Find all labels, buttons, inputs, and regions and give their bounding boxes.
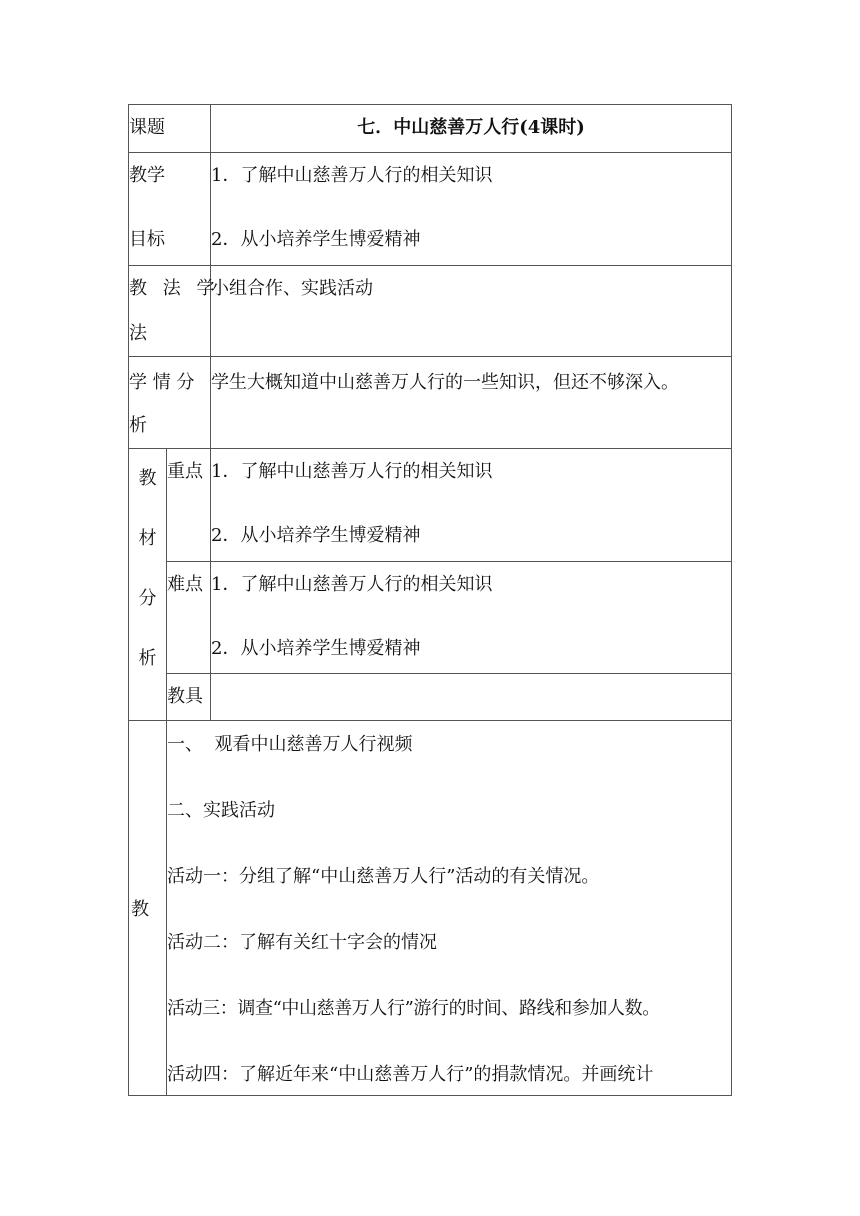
material-label-char: 教: [138, 468, 157, 489]
situation-label-1: 学 情 分: [129, 372, 195, 393]
method-content: 小组合作、实践活动: [211, 266, 732, 357]
topic-title: 七．中山慈善万人行(4课时): [211, 105, 732, 153]
method-label-2: 法: [129, 323, 147, 344]
difficult-item: 2．从小培养学生博爱精神: [211, 638, 421, 659]
difficult-label: 难点: [167, 562, 211, 674]
key-content: [211, 449, 732, 562]
situation-row: [129, 357, 732, 449]
difficult-item: 1．了解中山慈善万人行的相关知识: [211, 574, 493, 595]
goal-label-2: 目标: [129, 229, 165, 250]
situation-label-cell: [129, 357, 211, 449]
tools-label: 教具: [167, 674, 211, 721]
situation-content: 学生大概知道中山慈善万人行的一些知识，但还不够深入。: [211, 357, 732, 449]
goal-content: [211, 153, 732, 266]
method-row: [129, 266, 732, 357]
material-label-char: 材: [138, 528, 157, 549]
goal-row: [129, 153, 732, 266]
process-row: [129, 721, 732, 1096]
key-item: 2．从小培养学生博爱精神: [211, 525, 421, 546]
goal-item: 1．了解中山慈善万人行的相关知识: [211, 165, 493, 186]
process-step: 一、 观看中山慈善万人行视频: [167, 734, 413, 755]
process-step: 活动三：调查“中山慈善万人行”游行的时间、路线和参加人数。: [167, 998, 660, 1019]
method-label-1: 教 法 学: [129, 278, 215, 299]
process-content: [167, 721, 732, 1096]
process-step: 活动一：分组了解“中山慈善万人行”活动的有关情况。: [167, 866, 600, 887]
topic-row: [129, 105, 732, 153]
process-label: 教: [129, 721, 167, 1096]
lesson-plan-table: [128, 104, 732, 1096]
material-analysis-label: [129, 449, 167, 721]
goal-label-cell: [129, 153, 211, 266]
material-label-char: 分: [138, 588, 157, 609]
tools-content: [211, 674, 732, 721]
situation-label-2: 析: [129, 415, 147, 436]
material-label-char: 析: [138, 648, 157, 669]
process-step: 活动四：了解近年来“中山慈善万人行”的捐款情况。并画统计: [167, 1064, 654, 1085]
process-step: 二、实践活动: [167, 800, 275, 821]
key-item: 1．了解中山慈善万人行的相关知识: [211, 461, 493, 482]
tools-row: [129, 674, 732, 721]
difficult-content: [211, 562, 732, 674]
method-label-cell: [129, 266, 215, 357]
process-step: 活动二：了解有关红十字会的情况: [167, 932, 437, 953]
goal-label-1: 教学: [129, 165, 165, 186]
key-label: 重点: [167, 449, 211, 562]
difficult-row: [129, 562, 732, 674]
key-row: [129, 449, 732, 562]
goal-item: 2．从小培养学生博爱精神: [211, 229, 421, 250]
topic-label: 课题: [129, 105, 211, 153]
